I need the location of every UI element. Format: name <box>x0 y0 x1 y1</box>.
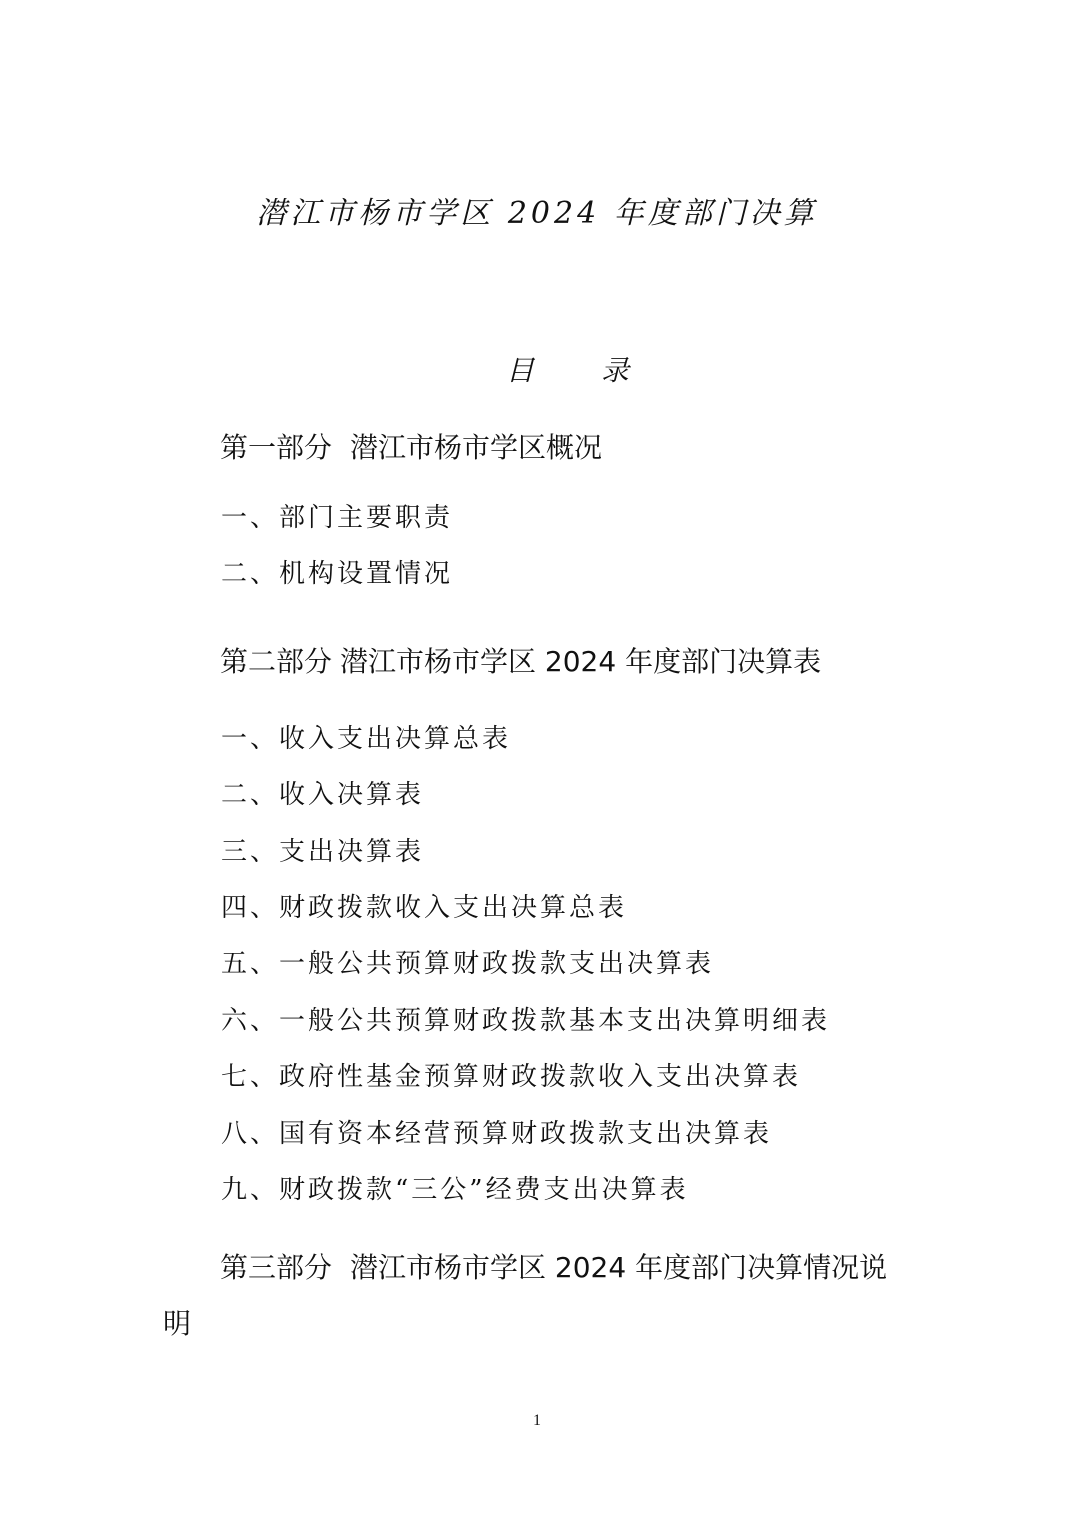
toc-part-2-label: 第二部分 <box>220 645 333 678</box>
toc-part-1-label: 第一部分 <box>220 431 333 464</box>
toc-part-2-item-9: 九、财政拨款“三公”经费支出决算表 <box>221 1175 689 1205</box>
document-title: 潜江市杨市学区 2024 年度部门决算 <box>256 196 818 231</box>
toc-part-3-label: 第三部分 <box>220 1251 333 1284</box>
toc-part-1-name: 潜江市杨市学区概况 <box>350 431 603 464</box>
toc-part-2-item-3: 三、支出决算表 <box>221 837 425 867</box>
toc-part-2-item-2: 二、收入决算表 <box>221 780 425 810</box>
toc-part-1-item-2: 二、机构设置情况 <box>221 559 454 589</box>
toc-part-2-item-7: 七、政府性基金预算财政拨款收入支出决算表 <box>221 1062 802 1092</box>
toc-part-3-continuation: 明 <box>163 1307 192 1340</box>
toc-part-1 <box>220 428 602 468</box>
toc-part-3-name: 潜江市杨市学区 2024 年度部门决算情况说 <box>350 1251 888 1284</box>
toc-heading <box>0 349 1074 393</box>
toc-part-2-item-6: 六、一般公共预算财政拨款基本支出决算明细表 <box>221 1006 831 1036</box>
toc-part-2 <box>220 642 821 682</box>
toc-heading-char-1: 目 <box>506 354 535 387</box>
toc-part-2-item-5: 五、一般公共预算财政拨款支出决算表 <box>221 949 715 979</box>
toc-part-2-item-4: 四、财政拨款收入支出决算总表 <box>221 893 628 923</box>
toc-part-3 <box>220 1248 887 1288</box>
toc-part-2-name: 潜江市杨市学区 2024 年度部门决算表 <box>340 645 822 678</box>
toc-part-1-item-1: 一、部门主要职责 <box>221 503 454 533</box>
toc-heading-char-2: 录 <box>601 354 630 387</box>
page-number: 1 <box>533 1412 541 1429</box>
toc-part-2-item-8: 八、国有资本经营预算财政拨款支出决算表 <box>221 1119 773 1149</box>
toc-part-2-item-1: 一、收入支出决算总表 <box>221 724 512 754</box>
